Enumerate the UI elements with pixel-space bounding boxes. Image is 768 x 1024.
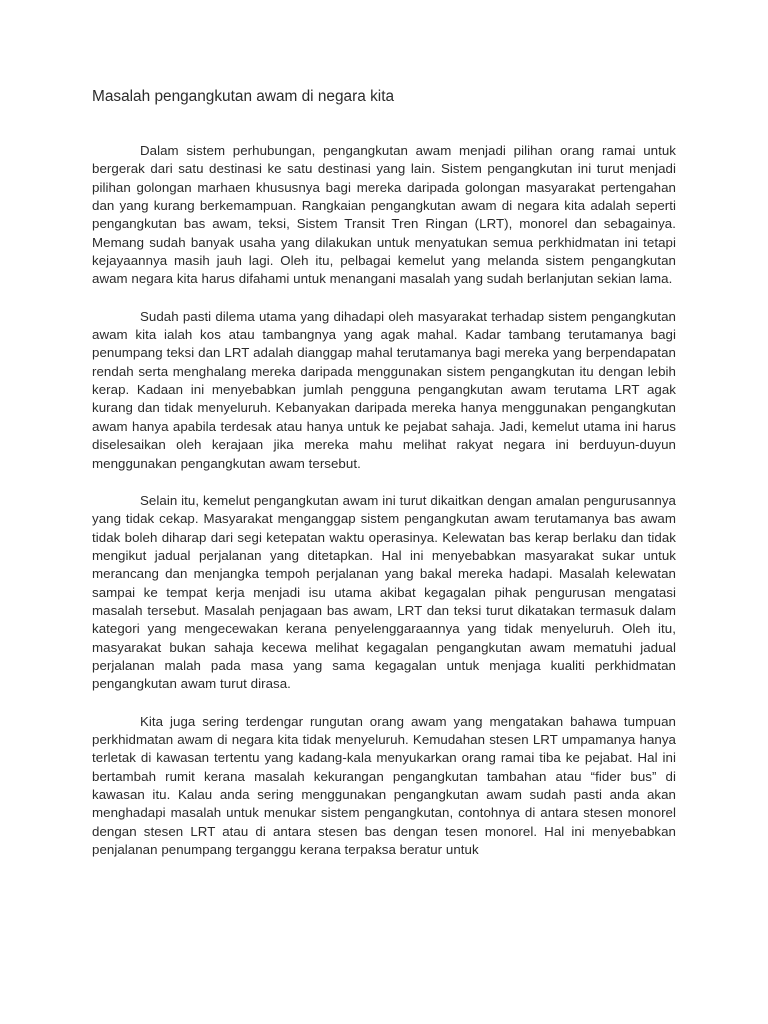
paragraph: Dalam sistem perhubungan, pengangkutan awam menjadi pilihan orang ramai untuk bergerak dari satu destinasi ke satu destinasi yang lain. Sistem pengangkutan ini turut menjadi pilihan golongan marhaen khususnya bagi mereka daripada golongan masyarakat pertengahan dan yang kurang berkemampuan. Rangkaian pengangkutan awam di negara kita adalah seperti pengangkutan bas awam, teksi, Sistem Transit Tren Ringan (LRT), monorel dan sebagainya. Memang sudah banyak usaha yang dilakukan untuk menyatukan semua perkhidmatan ini tetapi kejayaannya masih jauh lagi. Oleh itu, pelbagai kemelut yang melanda sistem pengangkutan awam negara kita harus difahami untuk menangani masalah yang sudah berlanjutan sekian lama. [92, 143, 676, 287]
document-body [92, 142, 676, 878]
paragraph: Kita juga sering terdengar rungutan orang awam yang mengatakan bahawa tumpuan perkhidmatan awam di negara kita tidak menyeluruh. Kemudahan stesen LRT umpamanya hanya terletak di kawasan tertentu yang kadang-kala menyukarkan orang ramai tiba ke pejabat. Hal ini bertambah rumit kerana masalah kekurangan pengangkutan tambahan atau “fider bus” di kawasan itu. Kalau anda sering menggunakan pengangkutan awam sudah pasti anda akan menghadapi masalah untuk menukar sistem pengangkutan, contohnya di antara stesen monorel dengan stesen LRT atau di antara stesen bas dengan tesen monorel. Hal ini menyebabkan penjalanan penumpang terganggu kerana terpaksa beratur untuk [92, 713, 676, 858]
document-title: Masalah pengangkutan awam di negara kita [92, 88, 395, 105]
paragraph: Selain itu, kemelut pengangkutan awam ini turut dikaitkan dengan amalan pengurusannya yang tidak cekap. Masyarakat menganggap sistem pengangkutan awam terutamanya bas awam tidak boleh diharap dari segi ketepatan waktu operasinya. Kelewatan bas kerap berlaku dan tidak mengikut jadual perjalanan yang ditetapkan. Hal ini menyebabkan masyarakat sukar untuk merancang dan menjangka tempoh perjalanan yang bakal mereka hadapi. Masalah kelewatan sampai ke tempat kerja menjadi isu utama akibat kegagalan pihak pengurusan mengatasi masalah tersebut. Masalah penjagaan bas awam, LRT dan teksi turut dikatakan termasuk dalam kategori yang mengecewakan kerana penyelenggaraannya yang tidak menyeluruh. Oleh itu, masyarakat bukan sahaja kecewa melihat kegagalan pengangkutan awam mematuhi jadual perjalanan malah pada masa yang sama kegagalan untuk menjaga kualiti perkhidmatan pengangkutan awam turut dirasa. [92, 492, 676, 692]
paragraph: Sudah pasti dilema utama yang dihadapi oleh masyarakat terhadap sistem pengangkutan awam kita ialah kos atau tambangnya yang agak mahal. Kadar tambang terutamanya bagi penumpang teksi dan LRT adalah dianggap mahal terutamanya bagi mereka yang berpendapatan rendah serta menghalang mereka daripada menggunakan sistem pengangkutan itu dengan lebih kerap. Kadaan ini menyebabkan jumlah pengguna pengangkutan awam terutama LRT agak kurang dan tidak menyeluruh. Kebanyakan daripada mereka hanya menggunakan pengangkutan awam hanya apabila terdesak atau hanya untuk ke pejabat sahaja. Jadi, kemelut utama ini harus diselesaikan oleh kerajaan jika mereka mahu melihat rakyat negara ini berduyun-duyun menggunakan pengangkutan awam tersebut. [92, 308, 676, 471]
